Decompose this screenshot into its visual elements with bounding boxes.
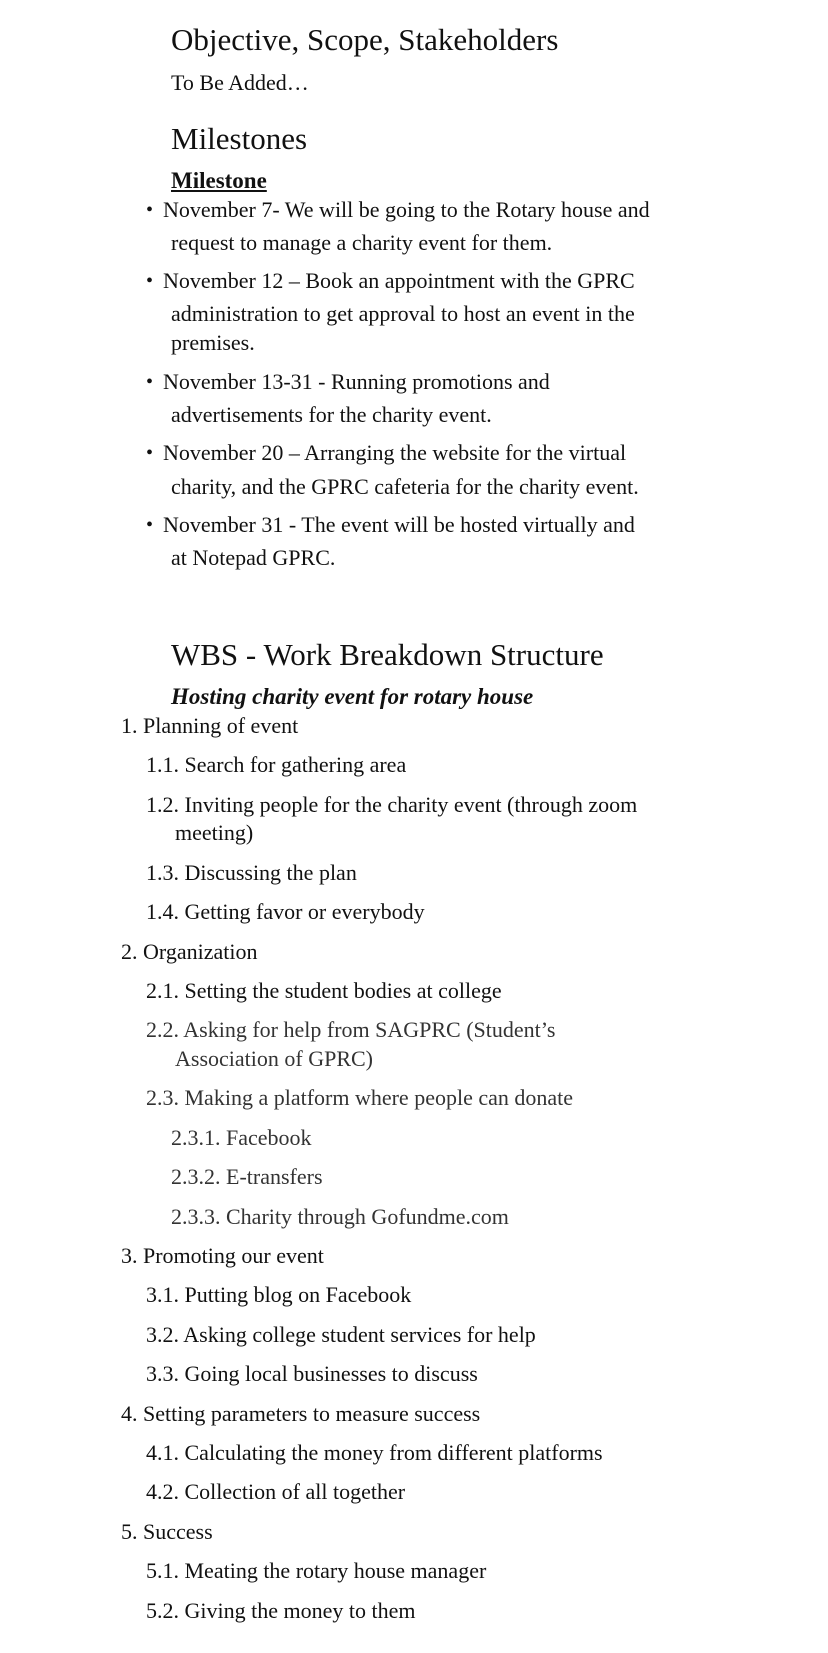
section-heading-milestones: Milestones [171,121,308,156]
milestone-line: premises. [171,330,255,355]
wbs-item-level2: 2.3. Making a platform where people can donate [146,1085,574,1110]
bullet-icon: • [146,514,154,536]
wbs-item-level2: 5.1. Meating the rotary house manager [146,1558,487,1583]
milestone-line: November 13-31 - Running promotions and [163,369,550,394]
milestone-line: at Notepad GPRC. [171,545,336,570]
milestone-line: administration to get approval to host an event in the [171,301,635,326]
wbs-item-level2: 3.1. Putting blog on Facebook [146,1282,412,1307]
wbs-item-level1: 4. Setting parameters to measure success [121,1401,481,1426]
wbs-item-level3: 2.3.1. Facebook [171,1125,312,1150]
wbs-item-level1: 1. Planning of event [121,713,299,738]
section-text-objective: To Be Added… [171,70,309,95]
section-heading-objective: Objective, Scope, Stakeholders [171,22,559,57]
milestone-line: November 31 - The event will be hosted virtually and [163,512,635,537]
wbs-subheading: Hosting charity event for rotary house [171,684,534,709]
wbs-item-level2: 3.3. Going local businesses to discuss [146,1361,478,1386]
bullet-icon: • [146,199,154,221]
wbs-item-level2: 2.1. Setting the student bodies at college [146,978,502,1003]
wbs-item-level3: 2.3.3. Charity through Gofundme.com [171,1204,509,1229]
milestone-line: November 12 – Book an appointment with the GPRC [163,268,635,293]
wbs-item-level1: 2. Organization [121,939,258,964]
wbs-item-level2: 1.2. Inviting people for the charity event (through zoom [146,792,638,817]
wbs-item-level1: 3. Promoting our event [121,1243,324,1268]
wbs-item-level2: 4.2. Collection of all together [146,1479,406,1504]
wbs-item-level2: 3.2. Asking college student services for help [146,1322,536,1347]
wbs-item-level2-cont: Association of GPRC) [175,1046,373,1071]
bullet-icon: • [146,270,154,292]
bullet-icon: • [146,442,154,464]
milestone-subheading: Milestone [171,168,267,193]
milestone-line: advertisements for the charity event. [171,402,492,427]
milestone-line: request to manage a charity event for them. [171,230,553,255]
milestone-line: November 20 – Arranging the website for the virtual [163,440,627,465]
wbs-item-level1: 5. Success [121,1519,213,1544]
milestone-line: November 7- We will be going to the Rotary house and [163,197,650,222]
wbs-item-level2: 1.3. Discussing the plan [146,860,357,885]
section-heading-wbs: WBS - Work Breakdown Structure [171,637,604,672]
wbs-item-level2-cont: meeting) [175,820,254,845]
milestone-line: charity, and the GPRC cafeteria for the charity event. [171,474,639,499]
wbs-item-level2: 2.2. Asking for help from SAGPRC (Student’s [146,1017,556,1042]
wbs-item-level2: 1.4. Getting favor or everybody [146,899,425,924]
wbs-item-level3: 2.3.2. E-transfers [171,1164,323,1189]
wbs-item-level2: 5.2. Giving the money to them [146,1598,416,1623]
bullet-icon: • [146,371,154,393]
wbs-item-level2: 1.1. Search for gathering area [146,752,407,777]
wbs-item-level2: 4.1. Calculating the money from different platforms [146,1440,603,1465]
